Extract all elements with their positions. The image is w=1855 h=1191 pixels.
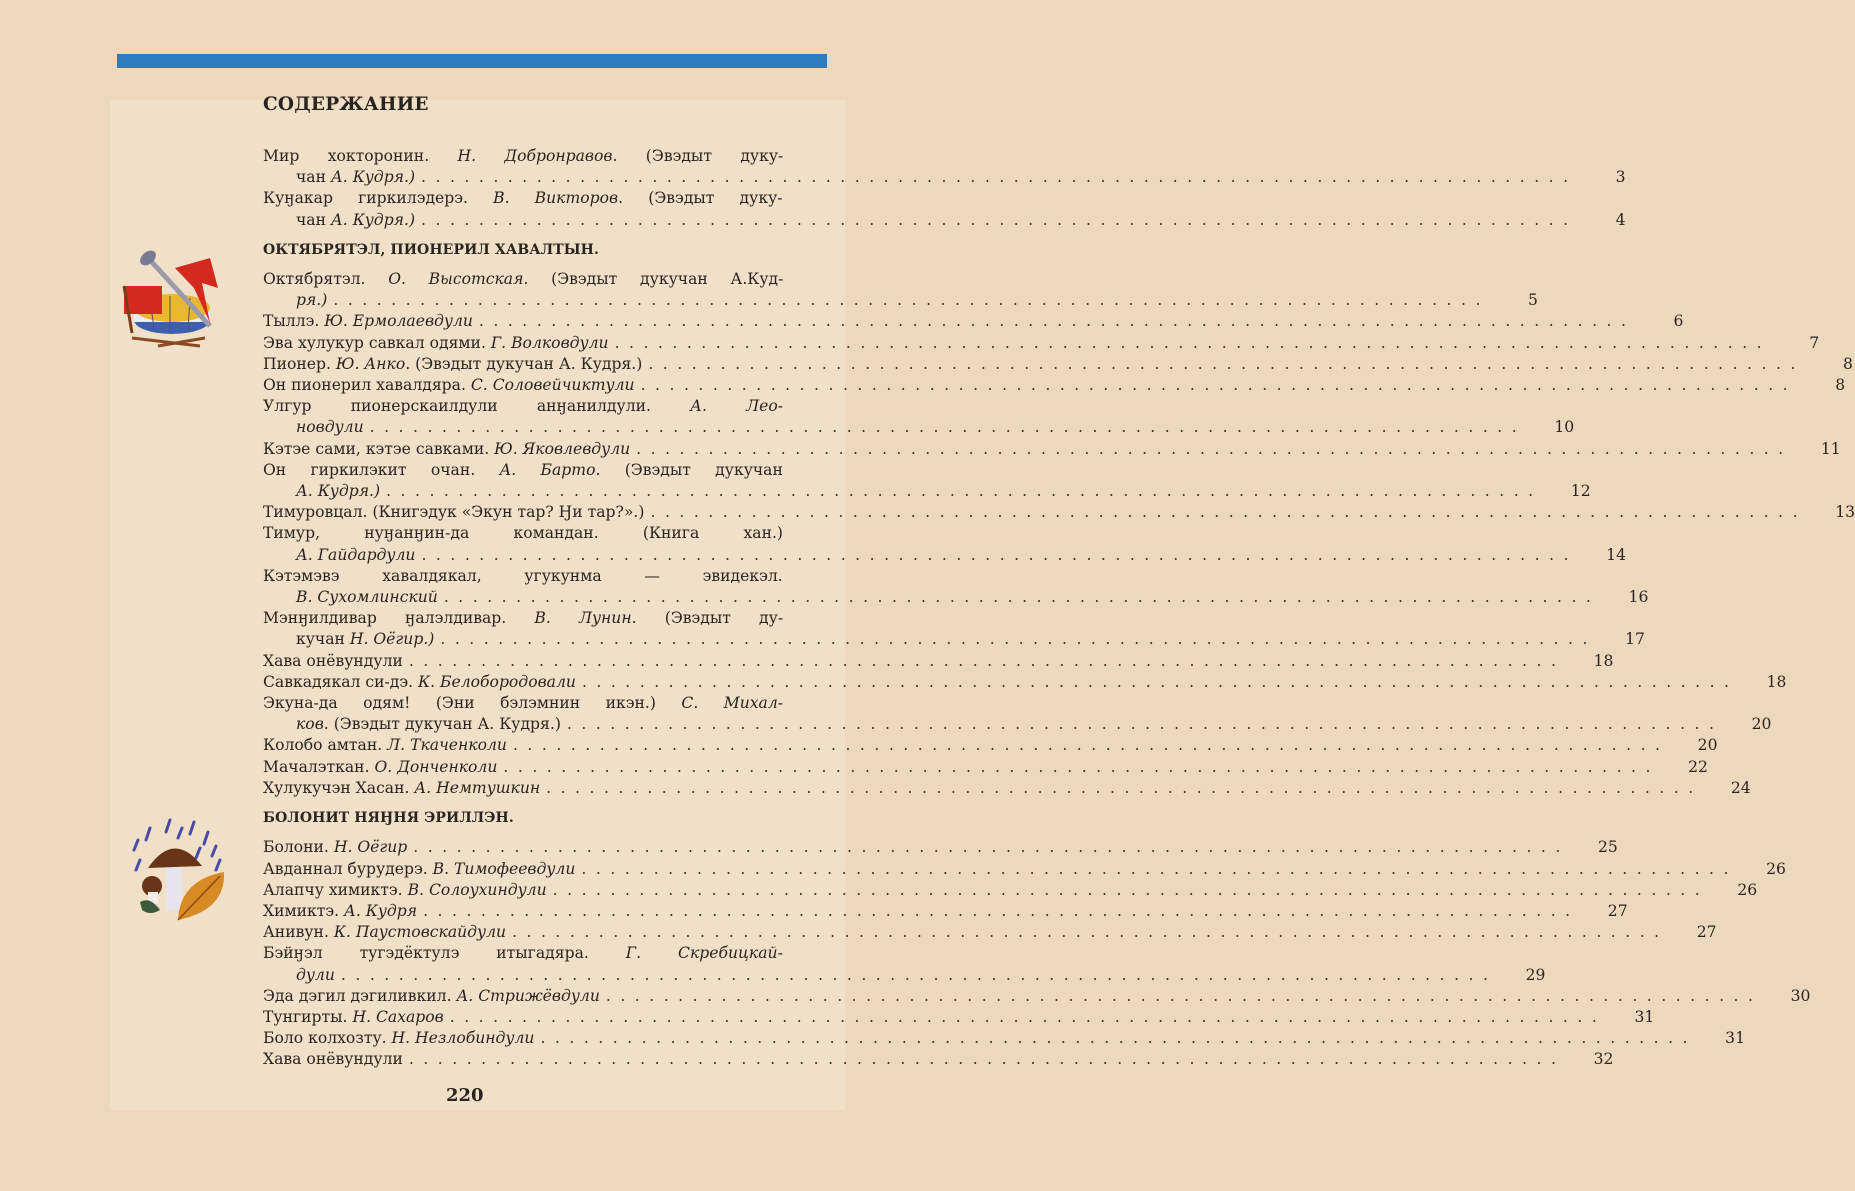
entry-title-text: Эва хулукур савкал одями. <box>263 333 491 352</box>
entry-title-text: Тимур, нуӈанӈин-да командан. (Книга хан.) <box>263 524 783 543</box>
toc-entry-text <box>263 735 507 756</box>
toc-entry-text <box>263 354 642 375</box>
entry-author: Г. Скребицкай- <box>625 944 783 963</box>
entry-title-text: Савкадякал си-дэ. <box>263 672 419 691</box>
leader-dots: ................................................................................ <box>546 778 1703 797</box>
entry-author: Ю. Яковлевдули <box>494 439 631 458</box>
entry-title-text: Анивун. <box>263 923 334 942</box>
entry-author: Ю. Ермолаевдули <box>324 312 473 331</box>
entry-title-text: Колобо амтан. <box>263 736 388 755</box>
leader-dots: ................................................................................ <box>614 333 1772 352</box>
leader-dots: ................................................................................ <box>449 1007 1607 1026</box>
entry-rest-text: . (Эвэдыт дуку- <box>618 189 783 208</box>
entry-title-text: Он пионерил хавалдяра. <box>263 376 471 395</box>
toc-entry[interactable] <box>263 837 1618 858</box>
leader-dots: ................................................................................ <box>503 757 1660 776</box>
toc-entry-text <box>263 608 783 629</box>
toc-entry-line <box>263 210 1626 231</box>
leader-dots: ................................................................................ <box>581 859 1738 878</box>
toc-entry[interactable] <box>263 566 1649 608</box>
toc-entry-line <box>263 290 1538 311</box>
entry-title-text: Болони. <box>263 838 334 857</box>
toc-entry[interactable] <box>263 146 1626 188</box>
entry-page-number: 26 <box>1766 859 1786 878</box>
table-of-contents <box>263 146 1855 1071</box>
toc-entry[interactable] <box>263 859 1786 880</box>
entry-author: А. Кудря <box>344 901 418 920</box>
toc-entry-text <box>263 880 547 901</box>
toc-entry[interactable] <box>263 188 1626 230</box>
entry-author: Ю. Анко <box>335 354 406 373</box>
toc-entry-line <box>263 587 1649 608</box>
toc-entry-line <box>263 460 828 481</box>
toc-entry-text <box>263 523 783 544</box>
entry-author: А. Стрижёвдули <box>456 986 600 1005</box>
toc-entry[interactable] <box>263 735 1718 756</box>
toc-entry-text <box>296 714 561 735</box>
toc-entry[interactable] <box>263 943 1546 985</box>
entry-title-text: Химиктэ. <box>263 901 345 920</box>
entry-title-text: Тунгирты. <box>263 1007 353 1026</box>
toc-entry-line <box>263 757 1708 778</box>
toc-entry[interactable] <box>263 986 1811 1007</box>
toc-entry-text <box>263 333 609 354</box>
entry-page-number: 26 <box>1737 880 1758 899</box>
entry-title-text: Хулукучэн Хасан. <box>263 778 415 797</box>
leader-dots: ................................................................................ <box>552 880 1710 899</box>
section-heading: БОЛОНИТ НЯӇНЯ ЭРИЛЛЭН. <box>263 810 514 827</box>
toc-entry[interactable] <box>263 778 1751 799</box>
entry-author: В. Викторов <box>493 189 619 208</box>
entry-title-text: Мэнӈилдивар ӈалэлдивар. <box>263 609 535 628</box>
toc-entry-text <box>296 290 327 311</box>
toc-entry-line <box>263 735 1718 756</box>
toc-entry-line <box>263 922 1717 943</box>
entry-page-number: 11 <box>1820 439 1841 458</box>
leader-dots: ................................................................................ <box>443 588 1601 607</box>
entry-author: Г. Волковдули <box>490 333 609 352</box>
entry-page-number: 24 <box>1730 778 1751 797</box>
toc-entry-line <box>263 396 828 417</box>
toc-entry-line <box>263 354 1853 375</box>
leader-dots: ................................................................................ <box>605 986 1763 1005</box>
entry-author: О. Высотская <box>388 270 524 289</box>
entry-page-number: 30 <box>1790 986 1811 1005</box>
toc-entry-text <box>263 375 635 396</box>
pioneer-drum-bugle-flag-icon <box>110 238 230 353</box>
toc-entry-text <box>263 269 783 290</box>
entry-author: А. Кудря.) <box>296 482 381 501</box>
toc-entry-line <box>263 880 1758 901</box>
entry-author: Н. Добронравов <box>457 147 613 165</box>
toc-entry[interactable] <box>263 311 1684 332</box>
entry-author: О. Донченколи <box>374 757 498 776</box>
entry-title-text: Куӈакар гиркилэдерэ. <box>263 189 494 208</box>
entry-title-text: Хава онёвундули <box>263 1050 403 1069</box>
entry-page-number: 31 <box>1634 1007 1655 1026</box>
toc-entry-line <box>263 545 1626 566</box>
toc-entry-text <box>263 943 783 964</box>
toc-entry-text <box>263 778 540 799</box>
entry-author: А. Немтушкин <box>414 778 541 797</box>
toc-entry-line <box>263 311 1684 332</box>
toc-entry-text <box>263 1028 534 1049</box>
leader-dots: ................................................................................ <box>512 736 1670 755</box>
entry-page-number: 25 <box>1597 838 1618 857</box>
toc-entry-line <box>263 778 1751 799</box>
entry-page-number: 12 <box>1570 482 1591 501</box>
entry-title-text: Хава онёвундули <box>263 651 403 670</box>
leader-dots: ................................................................................ <box>413 838 1570 857</box>
mushroom-rain-leaf-icon <box>120 810 230 925</box>
toc-entry-text <box>263 651 403 672</box>
leader-dots: ................................................................................ <box>386 482 1543 501</box>
entry-author: дули <box>296 965 335 984</box>
toc-entry-line <box>263 188 828 209</box>
entry-rest-text: . (Эвэдыт дукучан А. Кудря.) <box>323 715 561 734</box>
entry-title-text: Тыллэ. <box>263 312 325 331</box>
toc-entry-line <box>263 502 1855 523</box>
toc-entry-line <box>263 167 1626 188</box>
toc-sections <box>263 240 1855 1071</box>
entry-author: С. Михал- <box>681 694 784 713</box>
toc-entry-line <box>263 859 1786 880</box>
entry-title-text: Мир хокторонин. <box>263 147 458 165</box>
toc-entry[interactable] <box>263 375 1846 396</box>
toc-entry-text <box>263 922 506 943</box>
entry-title-text: Экуна-да одям! (Эни бэлэмнин икэн.) <box>263 694 682 713</box>
toc-entry-text <box>263 460 783 481</box>
entry-page-number: 3 <box>1615 168 1626 187</box>
toc-entry-line <box>263 986 1811 1007</box>
entry-page-number: 7 <box>1809 333 1820 352</box>
toc-entry-text <box>263 311 473 332</box>
leader-dots: ................................................................................ <box>540 1029 1697 1048</box>
entry-page-number: 32 <box>1593 1050 1614 1069</box>
toc-entry[interactable] <box>263 523 1626 565</box>
toc-entry[interactable] <box>263 693 1772 735</box>
entry-title-text: кучан <box>296 630 350 649</box>
leader-dots: ................................................................................ <box>421 545 1578 564</box>
toc-entry-line <box>263 714 1772 735</box>
entry-author: Н. Оёгир.) <box>349 630 435 649</box>
leader-dots: ................................................................................ <box>512 923 1669 942</box>
toc-entry-text <box>296 210 415 231</box>
toc-entry-text <box>263 1007 444 1028</box>
entry-title-text: чан <box>296 168 331 187</box>
toc-entry[interactable] <box>263 333 1820 354</box>
toc-entry-text <box>296 545 415 566</box>
entry-title-text: Октябрятэл. <box>263 270 389 289</box>
entry-author: В. Тимофеевдули <box>432 859 576 878</box>
toc-entry-text <box>296 417 364 438</box>
toc-section <box>263 808 1811 1070</box>
toc-entry-line <box>263 269 828 290</box>
entry-page-number: 18 <box>1593 651 1614 670</box>
entry-title-text: Алапчу химиктэ. <box>263 880 408 899</box>
toc-entry-line <box>263 608 828 629</box>
entry-author: А. Барто <box>499 460 596 479</box>
page-title: СОДЕРЖАНИЕ <box>263 94 429 115</box>
toc-entry-line <box>263 901 1628 922</box>
toc-entry-line <box>263 672 1787 693</box>
leader-dots: ................................................................................ <box>333 291 1490 310</box>
entry-page-number: 31 <box>1725 1029 1745 1048</box>
toc-entry[interactable] <box>263 1028 1745 1049</box>
entry-author: ря.) <box>296 291 328 310</box>
toc-entry-line <box>263 566 828 587</box>
leader-dots: ................................................................................ <box>636 439 1793 458</box>
entry-title-text: Кэтэмэвэ хавалдякал, угукунма — эвидекэл. <box>263 566 783 585</box>
toc-entry[interactable] <box>263 901 1628 922</box>
entry-rest-text: . (Эвэдыт дуку- <box>612 147 784 165</box>
entry-author: А. Кудря.) <box>330 210 416 229</box>
toc-entry-text <box>263 837 407 858</box>
toc-entry-text <box>263 757 497 778</box>
entry-title-text: Пионер. <box>263 354 336 373</box>
entry-page-number: 27 <box>1696 923 1717 942</box>
toc-entry-line <box>263 1028 1745 1049</box>
leader-dots: ................................................................................ <box>440 630 1597 649</box>
entry-author: ков <box>296 715 324 734</box>
toc-section <box>263 240 1855 799</box>
toc-entry[interactable] <box>263 608 1645 650</box>
toc-entry[interactable] <box>263 651 1614 672</box>
toc-entry[interactable] <box>263 460 1591 502</box>
toc-entry-line <box>263 146 828 167</box>
leader-dots: ................................................................................ <box>408 651 1566 670</box>
toc-entry-line <box>263 439 1841 460</box>
toc-entry-text <box>263 188 783 209</box>
toc-entry[interactable] <box>263 880 1758 901</box>
toc-entry[interactable] <box>263 757 1708 778</box>
intro-entries <box>263 146 1626 231</box>
entry-page-number: 27 <box>1607 901 1628 920</box>
toc-entry-text <box>263 693 783 714</box>
entry-author: А. Кудря.) <box>330 168 416 187</box>
entry-author: С. Соловейчиктули <box>470 376 635 395</box>
leader-dots: ................................................................................ <box>478 312 1636 331</box>
entry-title-text: Бэйӈэл тугэдёктулэ итыгадяра. <box>263 944 626 963</box>
entry-author: В. Сухомлинский <box>296 588 438 607</box>
entry-page-number: 8 <box>1835 376 1846 395</box>
entry-author: К. Паустовскайдули <box>333 923 507 942</box>
entry-page-number: 10 <box>1554 418 1575 437</box>
toc-entry-line <box>263 943 828 964</box>
entry-title-text: Боло колхозту. <box>263 1029 392 1048</box>
toc-entry-text <box>296 629 434 650</box>
entry-title-text: Кэтэе сами, кэтэе савками. <box>263 439 495 458</box>
entry-title-text: Мачалэткан. <box>263 757 375 776</box>
entry-rest-text: . (Эвэдыт дукучан <box>595 460 783 479</box>
entry-title-text: чан <box>296 210 331 229</box>
entry-author: А. Лео- <box>690 397 784 416</box>
entry-page-number: 20 <box>1697 736 1718 755</box>
entry-page-number: 16 <box>1628 588 1649 607</box>
entry-author: К. Белобородовали <box>418 672 576 691</box>
toc-entry-line <box>263 523 828 544</box>
leader-dots: ................................................................................ <box>421 210 1578 229</box>
toc-entry[interactable] <box>263 269 1538 311</box>
toc-entry[interactable] <box>263 502 1855 523</box>
entry-author: В. Лунин <box>534 609 632 628</box>
toc-entry-text <box>263 502 644 523</box>
toc-entry[interactable] <box>263 922 1717 943</box>
toc-entry-line <box>263 417 1575 438</box>
leader-dots: ................................................................................ <box>640 376 1798 395</box>
toc-entry-line <box>263 1049 1614 1070</box>
entry-page-number: 6 <box>1673 312 1684 331</box>
toc-entry-text <box>296 965 335 986</box>
entry-page-number: 18 <box>1766 672 1787 691</box>
leader-dots: ................................................................................ <box>650 503 1808 522</box>
entry-author: новдули <box>296 418 364 437</box>
entry-page-number: 17 <box>1625 630 1645 649</box>
leader-dots: ................................................................................ <box>369 418 1527 437</box>
entry-page-number: 5 <box>1527 291 1538 310</box>
entry-author: Н. Незлобиндули <box>391 1029 535 1048</box>
toc-entry-text <box>263 146 783 167</box>
entry-page-number: 20 <box>1751 715 1772 734</box>
toc-entry[interactable] <box>263 396 1575 438</box>
toc-entry[interactable] <box>263 672 1787 693</box>
entry-author: Н. Оёгир <box>333 838 408 857</box>
leader-dots: ................................................................................ <box>421 168 1578 187</box>
entry-title-text: Улгур пионерскаилдули анӈанилдули. <box>263 397 691 416</box>
toc-entry-line <box>263 837 1618 858</box>
toc-entry-line <box>263 481 1591 502</box>
leader-dots: ................................................................................ <box>423 901 1580 920</box>
entry-title-text: Он гиркилэкит очан. <box>263 460 500 479</box>
entry-rest-text: . (Эвэдыт дукучан А. Кудря.) <box>405 354 643 373</box>
toc-entry-text <box>296 587 438 608</box>
entry-page-number: 13 <box>1835 503 1855 522</box>
entry-author: А. Гайдардули <box>296 545 416 564</box>
toc-entry-text <box>296 481 380 502</box>
page-number: 220 <box>446 1085 484 1106</box>
entry-title-text: Эда дэгил дэгиливкил. <box>263 986 457 1005</box>
top-decorative-bar <box>117 54 827 68</box>
leader-dots: ................................................................................ <box>408 1050 1566 1069</box>
toc-entry-text <box>263 672 576 693</box>
toc-entry-line <box>263 629 1645 650</box>
toc-entry-text <box>263 859 575 880</box>
toc-entry-text <box>263 986 600 1007</box>
entry-title-text: Авданнал бурудерэ. <box>263 859 433 878</box>
toc-entry-line <box>263 693 828 714</box>
toc-entry-text <box>263 1049 403 1070</box>
entry-rest-text: . (Эвэдыт дукучан А.Куд- <box>523 270 784 289</box>
leader-dots: ................................................................................ <box>648 354 1805 373</box>
toc-entry-text <box>263 566 783 587</box>
toc-entry[interactable] <box>263 1049 1614 1070</box>
toc-entry-line <box>263 651 1614 672</box>
leader-dots: ................................................................................ <box>340 965 1498 984</box>
toc-entry[interactable] <box>263 1007 1655 1028</box>
toc-entry-line <box>263 333 1820 354</box>
entry-page-number: 29 <box>1525 965 1546 984</box>
toc-entry-line <box>263 965 1546 986</box>
entry-page-number: 14 <box>1606 545 1626 564</box>
entry-title-text: Тимуровцал. (Книгэдук «Экун тар? Ӈи тар?».) <box>263 503 645 522</box>
toc-entry-text <box>263 901 417 922</box>
leader-dots: ................................................................................ <box>566 715 1724 734</box>
section-heading: ОКТЯБРЯТЭЛ, ПИОНЕРИЛ ХАВАЛТЫН. <box>263 241 599 258</box>
entry-author: В. Солоухиндули <box>407 880 547 899</box>
toc-entry[interactable] <box>263 354 1853 375</box>
entry-page-number: 22 <box>1688 757 1708 776</box>
leader-dots: ................................................................................ <box>581 672 1739 691</box>
toc-entry-text <box>296 167 415 188</box>
entry-author: Н. Сахаров <box>352 1007 444 1026</box>
entry-author: Л. Ткаченколи <box>387 736 507 755</box>
toc-entry-text <box>263 396 783 417</box>
entry-rest-text: . (Эвэдыт ду- <box>631 609 784 628</box>
toc-entry-line <box>263 1007 1655 1028</box>
toc-entry-text <box>263 439 630 460</box>
entry-page-number: 8 <box>1842 354 1853 373</box>
entry-page-number: 4 <box>1615 210 1626 229</box>
toc-entry[interactable] <box>263 439 1841 460</box>
toc-entry-line <box>263 375 1846 396</box>
